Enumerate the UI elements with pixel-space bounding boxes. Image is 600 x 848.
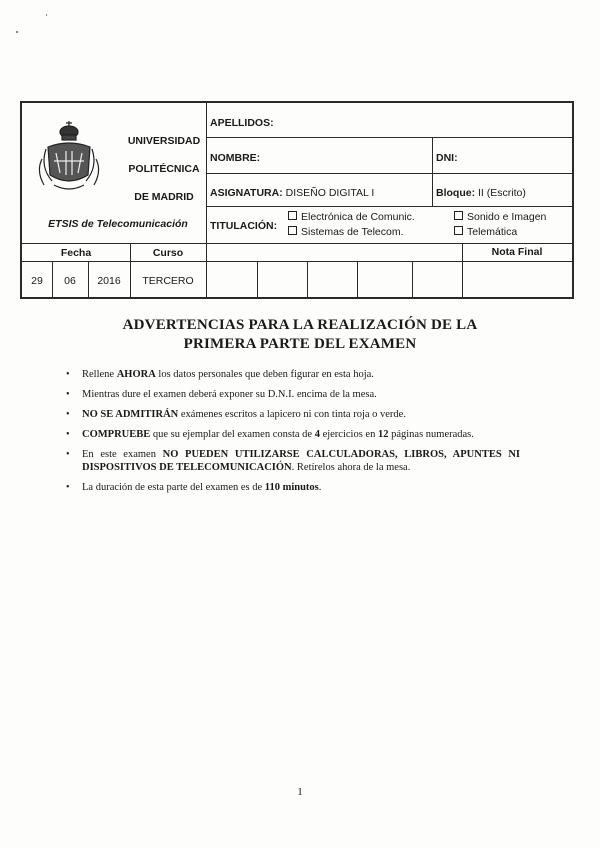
titulacion-option-sistemas[interactable] — [288, 226, 404, 238]
curso-value: TERCERO — [142, 275, 194, 287]
score-box[interactable] — [307, 261, 357, 297]
score-box[interactable] — [206, 261, 257, 297]
checkbox-icon[interactable] — [454, 226, 463, 235]
university-name-line-2: POLITÉCNICA — [128, 163, 200, 175]
option-label: Electrónica de Comunic. — [301, 211, 415, 223]
list-item: • En este examen NO PUEDEN UTILIZARSE CALCULADORAS, LIBROS, APUNTES NI DISPOSITIVOS DE TELECOMUNICACIÓN. Retírelos ahora de la mesa. — [62, 448, 520, 474]
score-box[interactable] — [412, 261, 462, 297]
title-line-1: ADVERTENCIAS PARA LA REALIZACIÓN DE LA — [122, 317, 478, 333]
school-name: ETSIS de Telecomunicación — [48, 218, 188, 230]
nombre-field[interactable]: NOMBRE: — [210, 152, 261, 164]
university-name-line-1: UNIVERSIDAD — [127, 135, 201, 147]
list-item: • NO SE ADMITIRÁN exámenes escritos a lapicero ni con tinta roja o verde. — [62, 408, 520, 421]
score-box[interactable] — [357, 261, 412, 297]
asignatura-label: ASIGNATURA: — [210, 187, 283, 199]
titulacion-option-telematica[interactable] — [454, 226, 517, 238]
list-item: • COMPRUEBE que su ejemplar del examen consta de 4 ejercicios en 12 páginas numeradas. — [62, 428, 520, 441]
instructions-list — [62, 368, 520, 501]
title-line-2: PRIMERA PARTE DEL EXAMEN — [183, 336, 417, 352]
university-name-line-3: DE MADRID — [134, 191, 194, 203]
bloque-label: Bloque: — [436, 187, 476, 199]
score-box[interactable] — [257, 261, 307, 297]
bloque-value: II (Escrito) — [478, 187, 526, 199]
curso-label: Curso — [152, 247, 184, 259]
list-item: • La duración de esta parte del examen es de 110 minutos. — [62, 481, 520, 494]
checkbox-icon[interactable] — [288, 226, 297, 235]
option-label: Sonido e Imagen — [467, 211, 547, 223]
fecha-month: 06 — [64, 275, 76, 287]
nota-final-label: Nota Final — [491, 246, 543, 258]
option-label: Sistemas de Telecom. — [301, 226, 404, 238]
titulacion-option-sonido[interactable] — [454, 211, 546, 223]
fecha-year: 2016 — [97, 275, 121, 287]
checkbox-icon[interactable] — [454, 211, 463, 220]
dni-field[interactable]: DNI: — [436, 152, 458, 164]
scan-speck — [46, 14, 47, 16]
exam-header-table — [20, 101, 574, 299]
scan-speck — [16, 31, 18, 33]
apellidos-field[interactable]: APELLIDOS: — [210, 117, 274, 129]
bloque-field — [436, 187, 526, 199]
list-item: • Mientras dure el examen deberá exponer su D.N.I. encima de la mesa. — [62, 388, 520, 401]
university-crest-logo — [32, 109, 102, 197]
asignatura-field — [210, 187, 374, 199]
page-number: 1 — [297, 786, 303, 798]
nota-final-box[interactable] — [462, 261, 572, 297]
fecha-label: Fecha — [60, 247, 92, 259]
list-item: • Rellene AHORA los datos personales que deben figurar en esta hoja. — [62, 368, 520, 381]
option-label: Telemática — [467, 226, 518, 238]
titulacion-label: TITULACIÓN: — [210, 220, 278, 232]
instructions-title — [0, 316, 600, 354]
titulacion-option-electronica[interactable] — [288, 211, 415, 223]
fecha-day: 29 — [31, 275, 43, 287]
asignatura-value: DISEÑO DIGITAL I — [285, 187, 375, 199]
checkbox-icon[interactable] — [288, 211, 297, 220]
